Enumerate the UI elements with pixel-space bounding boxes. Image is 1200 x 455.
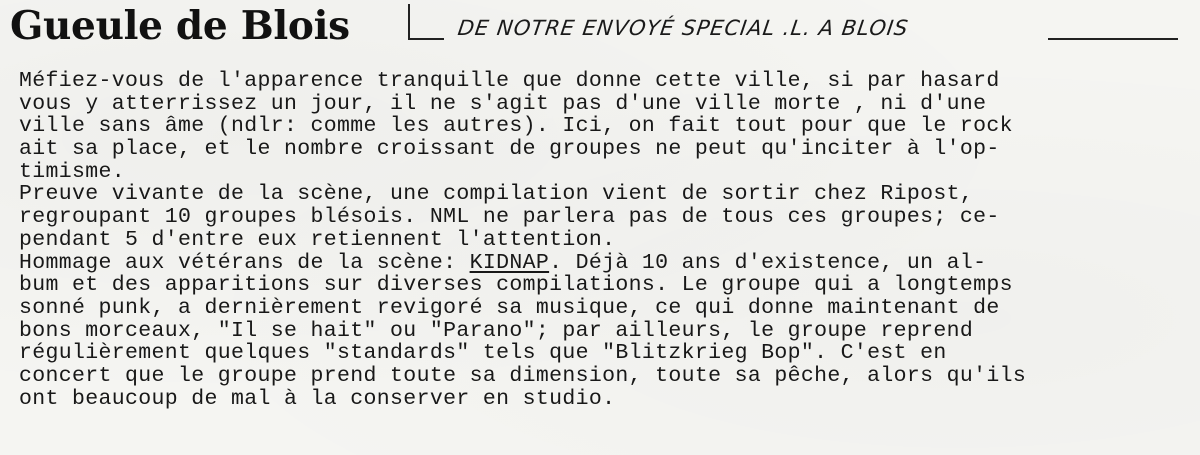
text-line: ait sa place, et le nombre croissant de groupes ne peut qu'inciter à l'op- [19,137,1000,162]
text-fragment: . Déjà 10 ans d'existence, un al- [549,250,987,275]
band-name: KIDNAP [469,250,550,275]
text-line: ont beaucoup de mal à la conserver en studio. [19,386,616,411]
text-line: ville sans âme (ndlr: comme les autres). Ici, on fait tout pour que le rock [19,114,1013,139]
text-line: pendant 5 d'entre eux retiennent l'attention. [19,227,616,252]
text-line: Méfiez-vous de l'apparence tranquille que donne cette ville, si par hasard [19,69,1000,93]
text-line-band [19,252,1194,275]
text-line: vous y atterrissez un jour, il ne s'agit pas d'une ville morte , ni d'une [19,91,987,116]
text-line: sonné punk, a dernièrement revigoré sa musique, ce qui donne maintenant de [19,295,1000,320]
text-line: régulièrement quelques "standards" tels que "Blitzkrieg Bop". C'est en [19,341,947,366]
byline: DE NOTRE ENVOYÉ SPECIAL .L. A BLOIS [456,16,911,40]
text-line: concert que le groupe prend toute sa dimension, toute sa pêche, alors qu'ils [19,363,1027,388]
text-line: regroupant 10 groupes blésois. NML ne parlera pas de tous ces groupes; ce- [19,205,1000,230]
text-line: timisme. [19,159,126,184]
headline-row [0,0,1200,60]
text-line: bum et des apparitions sur diverses compilations. Le groupe qui a longtemps [19,273,1013,298]
text-line: Preuve vivante de la scène, une compilation vient de sortir chez Ripost, [19,182,974,207]
text-line: bons morceaux, "Il se hait" ou "Parano"; par ailleurs, le groupe reprend [19,318,974,343]
text-fragment: Hommage aux vétérans de la scène: [19,250,470,275]
byline-rule [1048,38,1178,40]
article-body [19,70,1194,410]
title-underline [408,38,444,40]
title-divider [408,4,410,40]
article-title: Gueule de Blois [10,3,350,49]
